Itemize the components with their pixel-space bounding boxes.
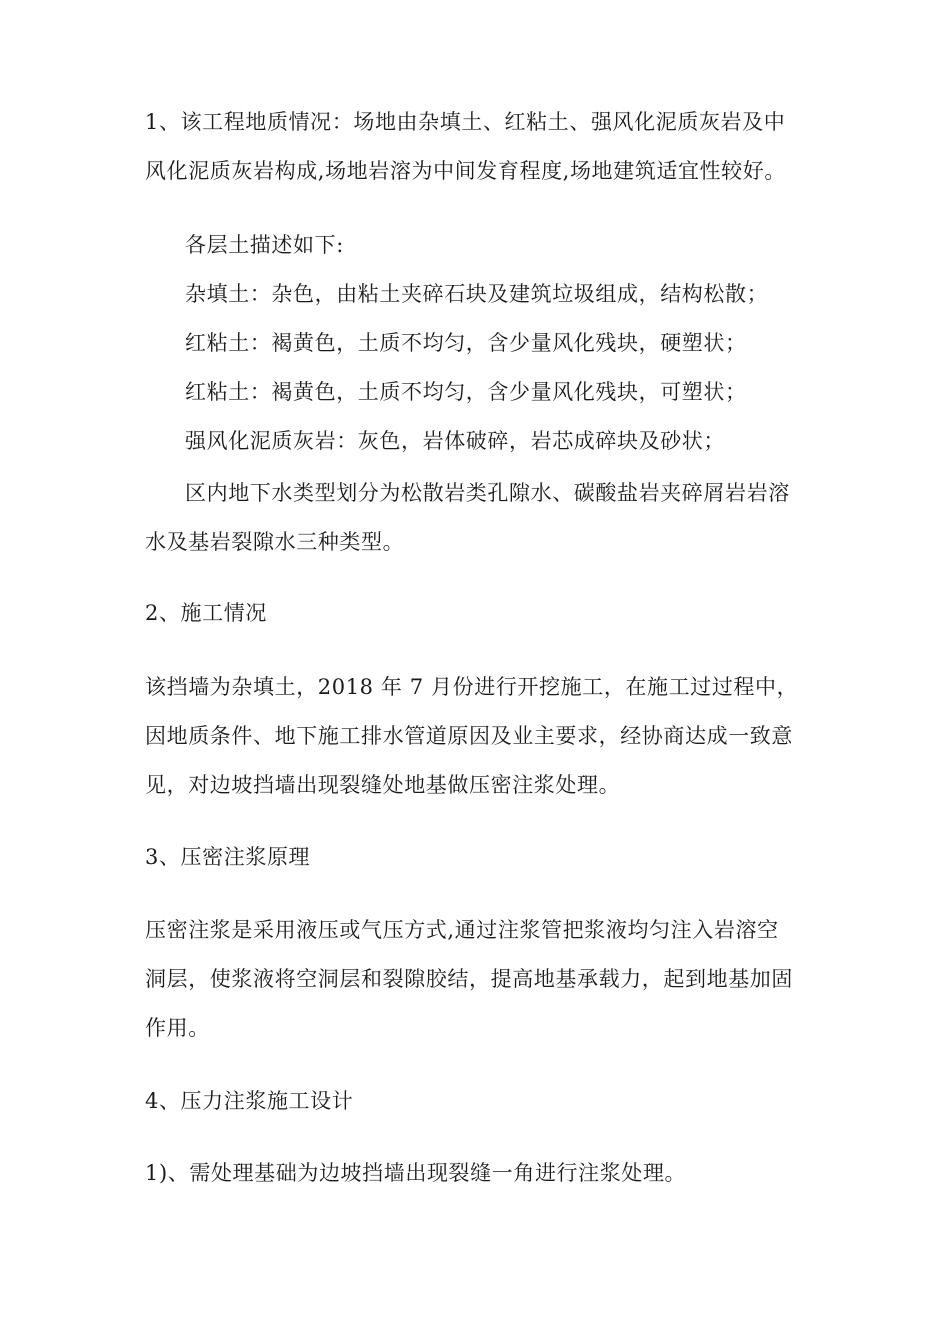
soil-layers-intro: 各层土描述如下: <box>185 233 344 257</box>
soil-layer-fill: 杂填土：杂色，由粘土夹碎石块及建筑垃圾组成，结构松散； <box>185 282 769 306</box>
construction-paragraph-line-3: 见，对边坡挡墙出现裂缝处地基做压密注浆处理。 <box>145 773 621 797</box>
geology-paragraph-line-2: 风化泥质灰岩构成,场地岩溶为中间发育程度,场地建筑适宜性较好。 <box>145 159 786 183</box>
grouting-paragraph-line-1: 压密注浆是采用液压或气压方式,通过注浆管把浆液均匀注入岩溶空 <box>145 918 779 942</box>
soil-layer-red-clay-plastic: 红粘土：褐黄色，土质不均匀，含少量风化残块，可塑状； <box>185 380 747 404</box>
construction-paragraph-line-1: 该挡墙为杂填土，2018 年 7 月份进行开挖施工，在施工过过程中， <box>145 675 799 699</box>
section-heading-grouting-principle: 3、压密注浆原理 <box>145 845 311 869</box>
groundwater-paragraph-line-2: 水及基岩裂隙水三种类型。 <box>145 530 405 554</box>
geology-paragraph-line-1: 1、该工程地质情况：场地由杂填土、红粘土、强风化泥质灰岩及中 <box>145 110 786 134</box>
groundwater-paragraph-line-1: 区内地下水类型划分为松散岩类孔隙水、碳酸盐岩夹碎屑岩岩溶 <box>185 481 790 505</box>
grouting-paragraph-line-3: 作用。 <box>145 1016 210 1040</box>
grouting-paragraph-line-2: 洞层，使浆液将空洞层和裂隙胶结，提高地基承载力，起到地基加固 <box>145 967 793 991</box>
section-heading-grouting-design: 4、压力注浆施工设计 <box>145 1089 354 1113</box>
design-item-1: 1)、需处理基础为边坡挡墙出现裂缝一角进行注浆处理。 <box>145 1161 687 1185</box>
soil-layer-red-clay-hard: 红粘土：褐黄色，土质不均匀，含少量风化残块，硬塑状； <box>185 331 747 355</box>
construction-paragraph-line-2: 因地质条件、地下施工排水管道原因及业主要求，经协商达成一致意 <box>145 724 793 748</box>
section-heading-construction: 2、施工情况 <box>145 601 267 625</box>
soil-layer-weathered-limestone: 强风化泥质灰岩：灰色，岩体破碎，岩芯成碎块及砂状； <box>185 429 725 453</box>
